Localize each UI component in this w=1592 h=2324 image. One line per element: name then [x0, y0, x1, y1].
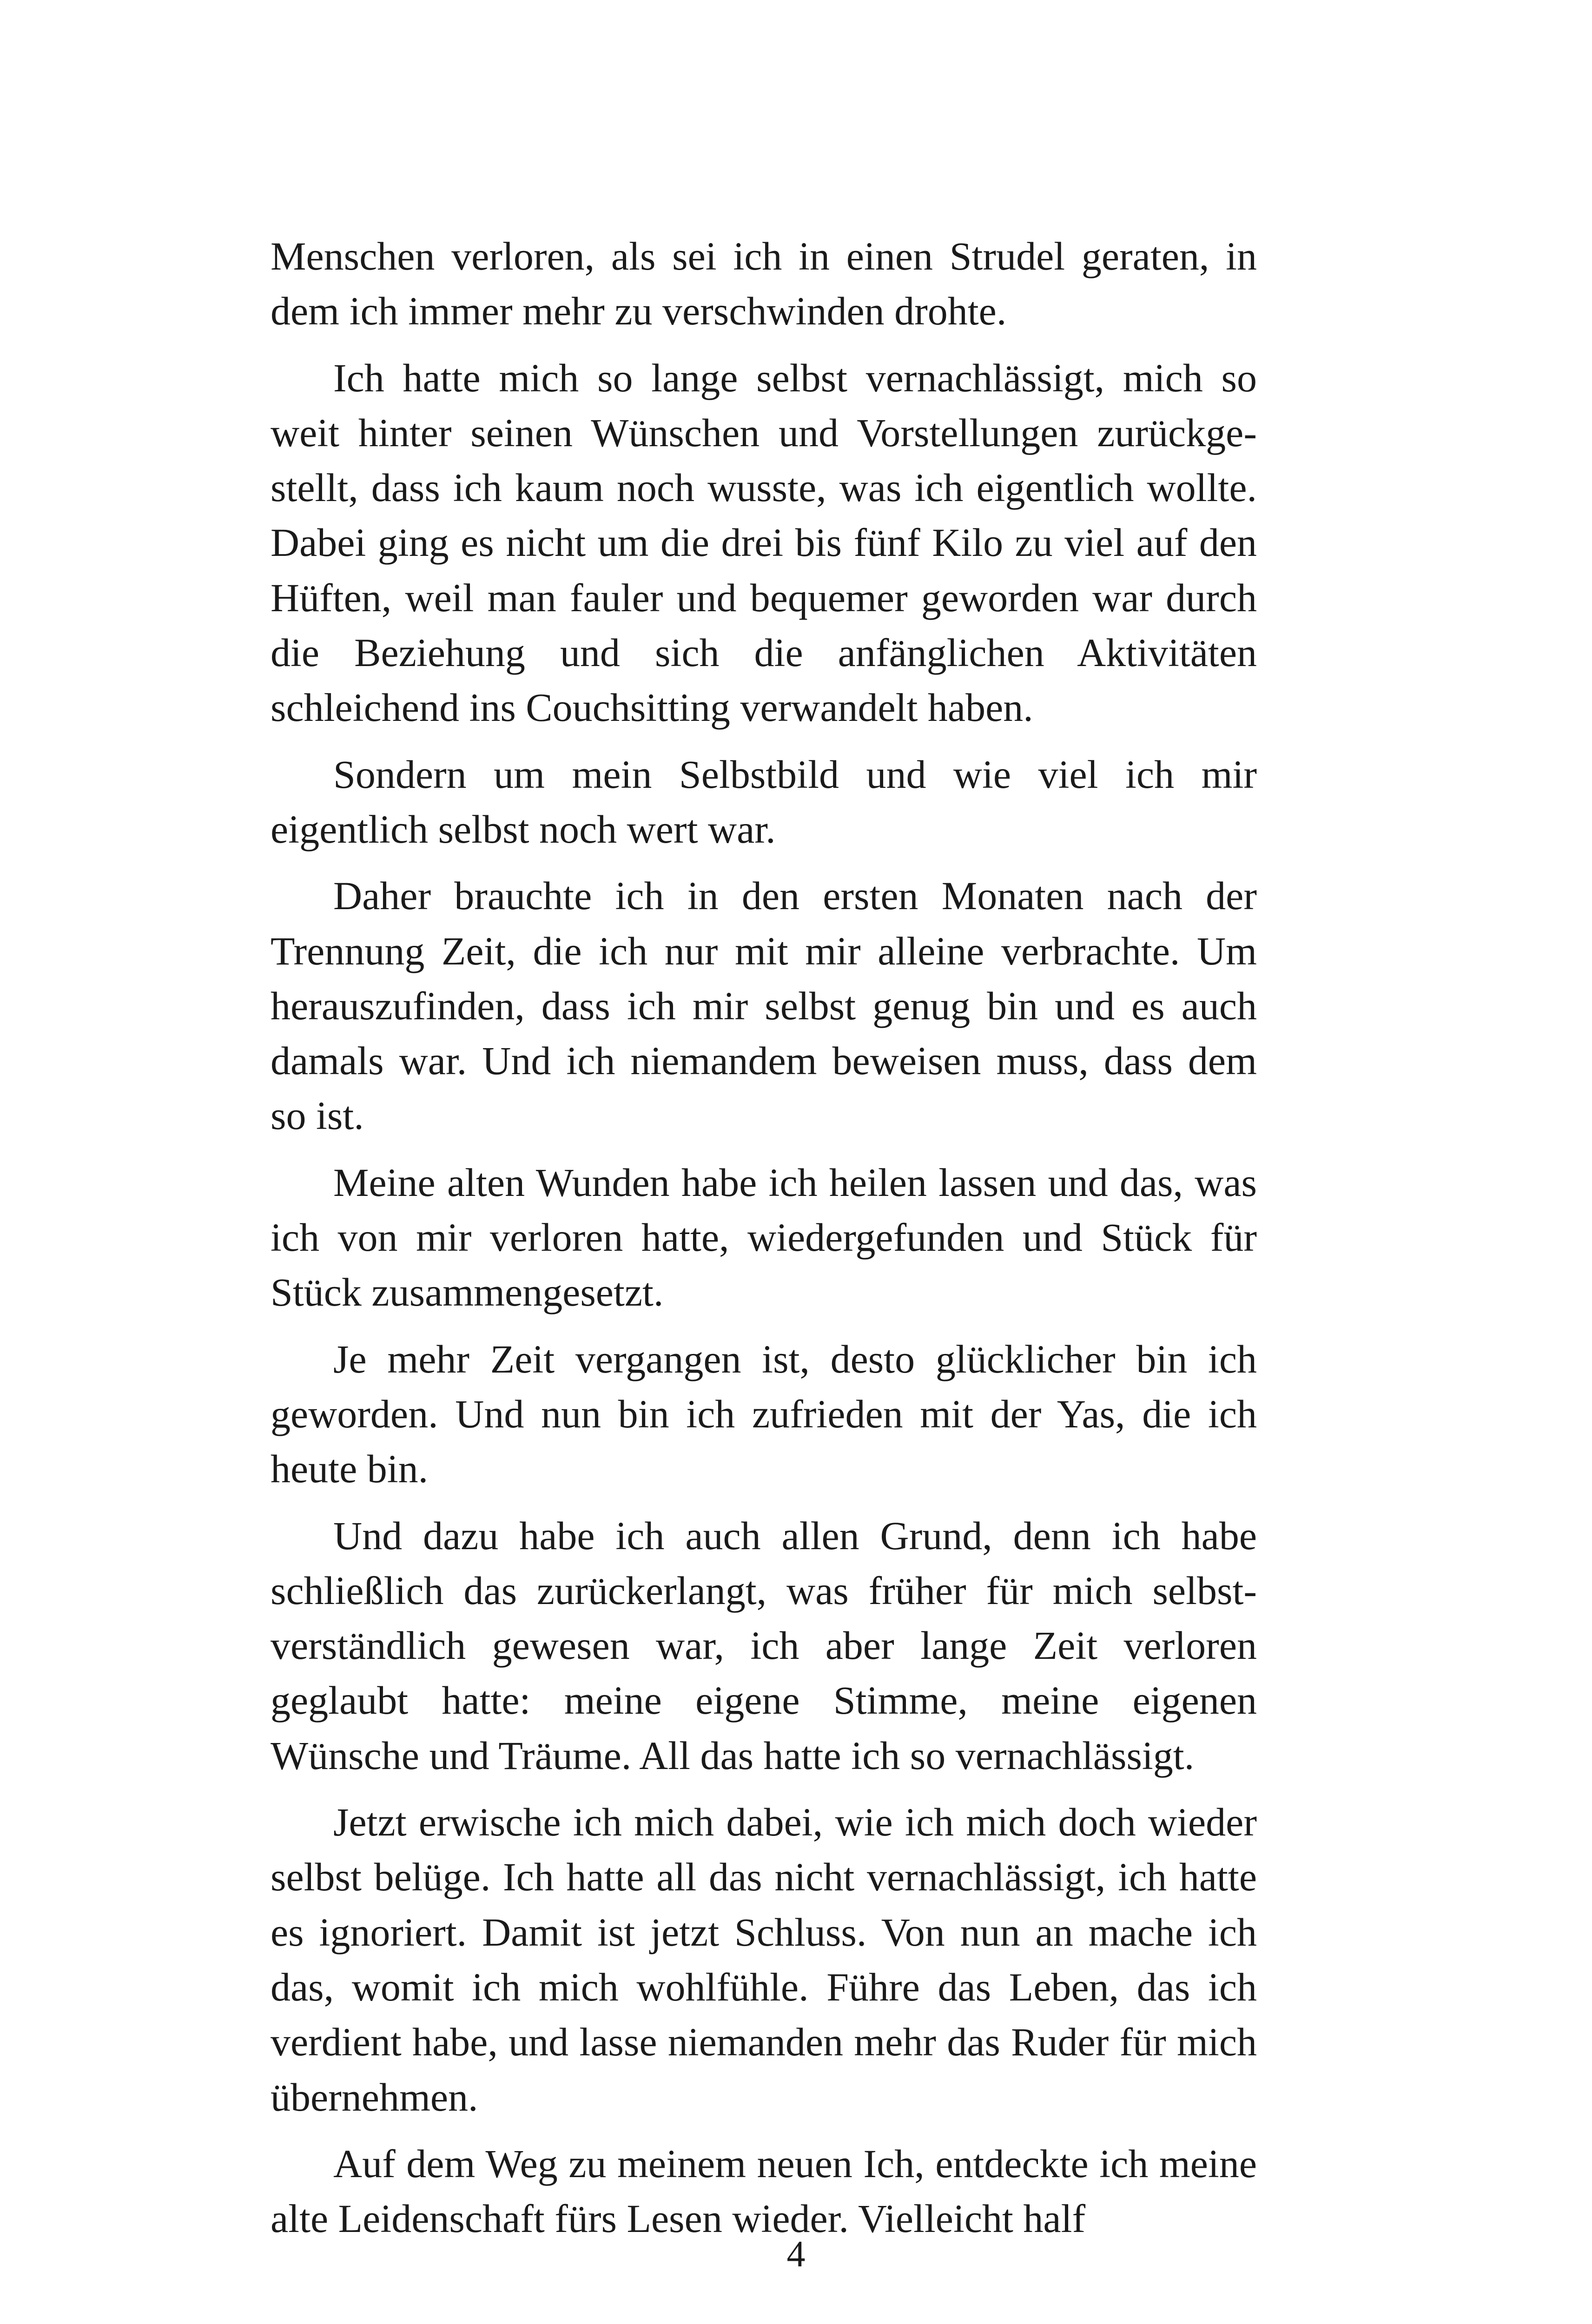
paragraph-9: Auf dem Weg zu meinem neuen Ich, entdeckte ich meine alte Leidenschaft fürs Lesen wieder. Vielleicht half [271, 2141, 1257, 2241]
body-text [271, 229, 1257, 2258]
paragraph-1: Menschen verloren, als sei ich in einen Strudel geraten, in dem ich immer mehr zu verschwinden drohte. [271, 234, 1257, 334]
paragraph-3: Sondern um mein Selbstbild und wie viel ich mir eigentlich selbst noch wert war. [271, 752, 1257, 852]
paragraph-6: Je mehr Zeit vergangen ist, desto glücklicher bin ich geworden. Und nun bin ich zufrieden mit der Yas, die ich heute bin. [271, 1336, 1257, 1492]
paragraph-8: Jetzt erwische ich mich dabei, wie ich mich doch wieder selbst belüge. Ich hatte all das nicht vernachlässigt, ich hatte es ignoriert. Damit ist jetzt Schluss. Von nun an mache ich das, womit ich mich wohlfühle. Führe das Leben, das ich verdient habe, und lasse niemanden mehr das Ruder für mich übernehmen. [271, 1800, 1257, 2119]
paragraph-2: Ich hatte mich so lange selbst vernachlässigt, mich so weit hinter seinen Wünschen und Vorstellungen zurückgestellt, dass ich kaum noch wusste, was ich eigentlich wollte. Dabei ging es nicht um die drei bis fünf Kilo zu viel auf den Hüften, weil man fauler und bequemer geworden war durch die Beziehung und sich die anfänglichen Aktivitäten schleichend ins Couchsitting verwandelt haben. [271, 355, 1257, 730]
page-number: 4 [786, 2234, 806, 2275]
paragraph-5: Meine alten Wunden habe ich heilen lassen und das, was ich von mir verloren hatte, wiedergefunden und Stück für Stück zusammengesetzt. [271, 1160, 1257, 1315]
paragraph-7: Und dazu habe ich auch allen Grund, denn ich habe schließlich das zurückerlangt, was früher für mich selbstverständlich gewesen war, ich aber lange Zeit verloren geglaubt hatte: meine eigene Stimme, meine eigenen Wünsche und Träume. All das hatte ich so vernachlässigt. [271, 1513, 1257, 1778]
paragraph-4: Daher brauchte ich in den ersten Monaten nach der Trennung Zeit, die ich nur mit mir alleine verbrachte. Um herauszufinden, dass ich mir selbst genug bin und es auch damals war. Und ich niemandem beweisen muss, dass dem so ist. [271, 873, 1257, 1138]
